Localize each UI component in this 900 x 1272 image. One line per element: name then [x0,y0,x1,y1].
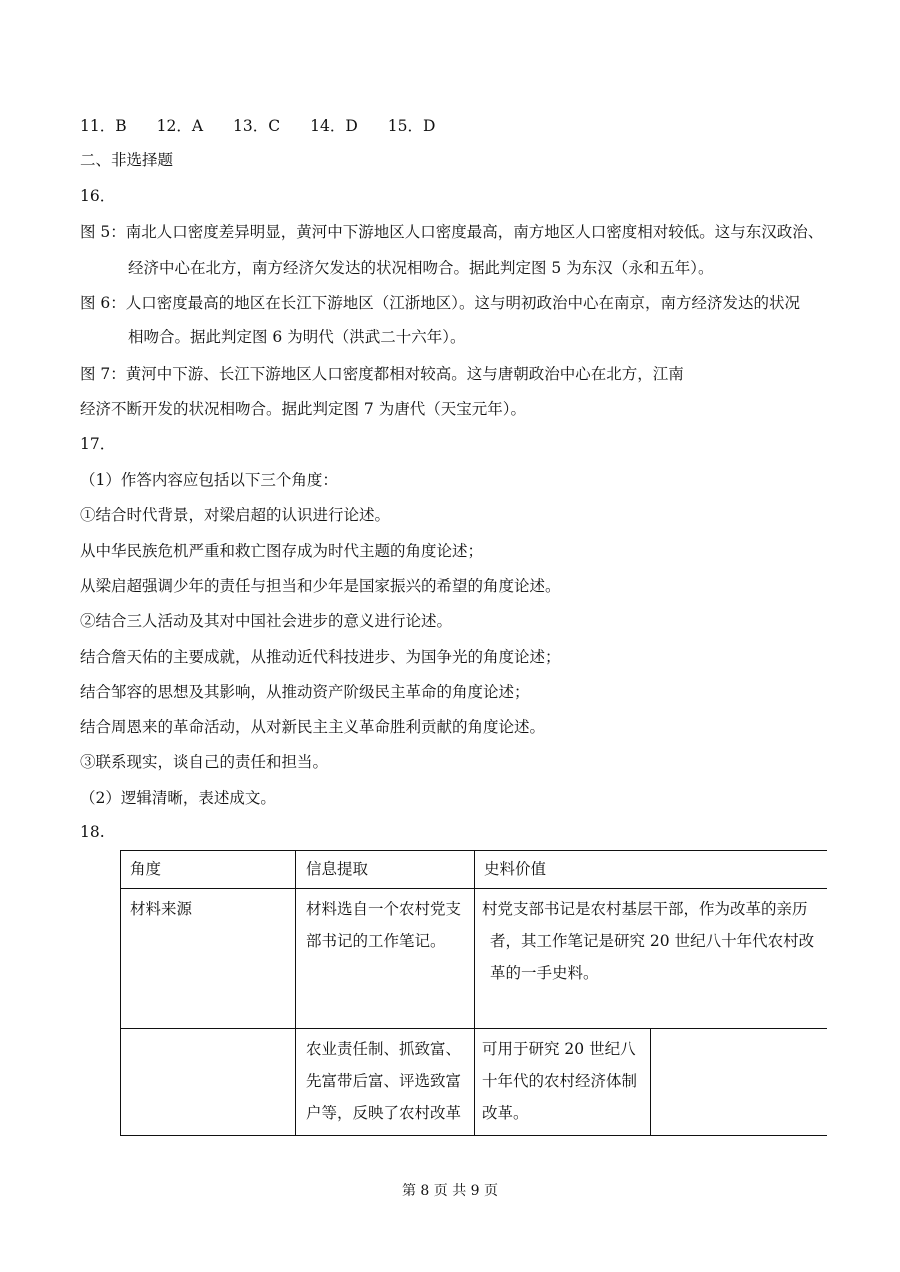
row2-value: 改革。 [482,1104,529,1122]
table-rule [295,850,296,1136]
q16-p1-line1: 图 5：南北人口密度差异明显，黄河中下游地区人口密度最高，南方地区人口密度相对较低。这与东汉政治、 [80,223,824,241]
answer-key-row [80,116,465,136]
q17-line: 从中华民族危机严重和救亡图存成为时代主题的角度论述； [80,542,484,560]
q17-line: 结合邹容的思想及其影响，从推动资产阶级民主革命的角度论述； [80,683,530,701]
answer-15: 15．D [387,117,436,135]
answer-12: 12．A [156,117,204,135]
q17-line: 从梁启超强调少年的责任与担当和少年是国家振兴的希望的角度论述。 [80,577,561,595]
q16-p2-line2: 相吻合。据此判定图 6 为明代（洪武二十六年）。 [128,328,466,346]
q16-p1-line2: 经济中心在北方，南方经济欠发达的状况相吻合。据此判定图 5 为东汉（永和五年）。 [128,259,714,277]
page-footer: 第 8 页 共 9 页 [401,1183,499,1199]
row2-info: 户等，反映了农村改革 [306,1104,462,1122]
q17-line: ②结合三人活动及其对中国社会进步的意义进行论述。 [80,612,453,630]
header-angle: 角度 [130,860,162,878]
q16-p2-line1: 图 6：人口密度最高的地区在长江下游地区（江浙地区）。这与明初政治中心在南京，南方经济发达的状况 [80,294,801,312]
q17-line: 结合周恩来的革命活动，从对新民主主义革命胜利贡献的角度论述。 [80,718,546,736]
row1-value: 者，其工作笔记是研究 20 世纪八十年代农村改 [490,932,815,950]
q16-p3-line1: 图 7：黄河中下游、长江下游地区人口密度都相对较高。这与唐朝政治中心在北方，江南 [80,365,684,383]
row1-value: 村党支部书记是农村基层干部，作为改革的亲历 [482,900,808,918]
row2-value: 十年代的农村经济体制 [482,1072,638,1090]
table-rule [650,1028,651,1136]
q17-line: ③联系现实，谈自己的责任和担当。 [80,753,329,771]
table-rule [474,850,475,1136]
row1-info: 材料选自一个农村党支 [306,900,462,918]
row1-angle: 材料来源 [130,900,193,918]
section-title: 二、非选择题 [80,151,174,169]
answer-14: 14．D [310,117,358,135]
q18-table [120,850,827,1136]
q17-line: （1）作答内容应包括以下三个角度： [80,471,338,489]
q18-number: 18. [80,823,105,841]
header-value: 史料价值 [484,860,547,878]
header-info: 信息提取 [306,860,369,878]
table-rule [120,850,121,1136]
q17-line: （2）逻辑清晰，表述成文。 [80,789,276,807]
answer-11: 11．B [80,117,127,135]
q16-number: 16． [80,187,116,205]
row2-info: 农业责任制、抓致富、 [306,1040,462,1058]
q17-number: 17． [80,435,116,453]
row2-info: 先富带后富、评选致富 [306,1072,462,1090]
answer-13: 13．C [233,117,281,135]
row1-value: 革的一手史料。 [490,964,599,982]
q17-line: 结合詹天佑的主要成就，从推动近代科技进步、为国争光的角度论述； [80,648,561,666]
row1-info: 部书记的工作笔记。 [306,932,446,950]
q17-line: ①结合时代背景，对梁启超的认识进行论述。 [80,506,391,524]
row2-value: 可用于研究 20 世纪八 [482,1040,636,1058]
q16-p3-line2: 经济不断开发的状况相吻合。据此判定图 7 为唐代（天宝元年）。 [80,400,526,418]
